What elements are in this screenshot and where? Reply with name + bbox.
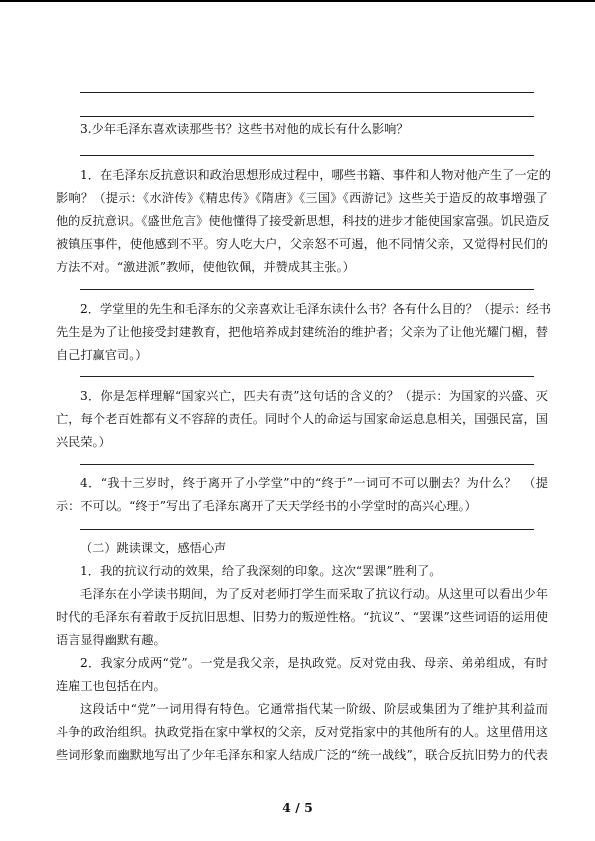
answer-1-line: 方法不对。“激进派”教师，使他钦佩，并赞成其主张。） bbox=[56, 260, 355, 274]
answer-4-line: 示：不可以。“终于”写出了毛泽东离开了天天学经书的小学堂时的高兴心理。） bbox=[56, 499, 477, 513]
item-2-line: 2．我家分成两“党”。一党是我父亲，是执政党。反对党由我、母亲、弟弟组成，有时 bbox=[80, 656, 548, 670]
answer-line bbox=[80, 464, 534, 465]
answer-line bbox=[80, 155, 534, 156]
page-number: 4 / 5 bbox=[282, 800, 313, 815]
answer-2-line: 2．学堂里的先生和毛泽东的父亲喜欢让毛泽东读什么书？各有什么目的？（提示：经书 bbox=[80, 302, 551, 316]
answer-2-line: 自己打赢官司。） bbox=[56, 348, 148, 362]
paragraph-2-line: 斗争的政治组织。执政党指在家中掌权的父亲，反对党指家中的其他所有的人。这里借用这 bbox=[56, 725, 548, 739]
paragraph-1-line: 语言显得幽默有趣。 bbox=[56, 633, 166, 647]
paragraph-1-line: 时代的毛泽东有着敢于反抗旧思想、旧势力的叛逆性格。“抗议”、“罢课”这些词语的运用使 bbox=[56, 610, 548, 624]
answer-3-line: 3．你是怎样理解“国家兴亡，匹夫有责”这句话的含义的？（提示：为国家的兴盛、灭 bbox=[80, 389, 548, 403]
answer-1-line: 1．在毛泽东反抗意识和政治思想形成过程中，哪些书籍、事件和人物对他产生了一定的 bbox=[80, 168, 551, 182]
answer-line bbox=[80, 92, 534, 93]
item-1-text: 1．我的抗议行动的效果，给了我深刻的印象。这次“罢课”胜利了。 bbox=[80, 564, 442, 578]
answer-line bbox=[80, 116, 534, 117]
page-top-border bbox=[0, 0, 595, 2]
answer-line bbox=[80, 376, 534, 377]
answer-2-line: 先生是为了让他接受封建教育，把他培养成封建统治的维护者；父亲为了让他光耀门楣，替 bbox=[56, 325, 548, 339]
answer-3-line: 兴民荣。） bbox=[56, 435, 111, 449]
answer-line bbox=[80, 289, 534, 290]
section-heading: （二）跳读课文，感悟心声 bbox=[80, 541, 227, 555]
question-3: 3.少年毛泽东喜欢读那些书？这些书对他的成长有什么影响？ bbox=[80, 122, 409, 136]
item-2-line: 连雇工也包括在内。 bbox=[56, 679, 166, 693]
answer-1-line: 被镇压事件，使他感到不平。穷人吃大户，父亲怒不可遏，他不同情父亲，又觉得村民们的 bbox=[56, 237, 548, 251]
answer-4-line: 4．“我十三岁时，终于离开了小学堂”中的“终于”一词可不可以删去？为什么？ （提 bbox=[80, 476, 548, 490]
answer-line bbox=[80, 529, 534, 530]
answer-3-line: 亡，每个老百姓都有义不容辞的责任。同时个人的命运与国家命运息息相关，国强民富，国 bbox=[56, 412, 548, 426]
paragraph-2-line: 些词形象而幽默地写出了少年毛泽东和家人结成广泛的“统一战线”，联合反抗旧势力的代表 bbox=[56, 748, 548, 762]
paragraph-2-line: 这段话中“党”一词用得有特色。它通常指代某一阶级、阶层或集团为了维护其利益而 bbox=[80, 702, 548, 716]
answer-1-line: 影响？（提示：《水浒传》《精忠传》《隋唐》《三国》《西游记》这些关于造反的故事增强了 bbox=[56, 191, 548, 205]
answer-1-line: 他的反抗意识。《盛世危言》使他懂得了接受新思想，科技的进步才能使国家富强。饥民造反 bbox=[56, 214, 550, 228]
paragraph-1-line: 毛泽东在小学读书期间，为了反对老师打学生而采取了抗议行动。从这里可以看出少年 bbox=[80, 587, 548, 601]
